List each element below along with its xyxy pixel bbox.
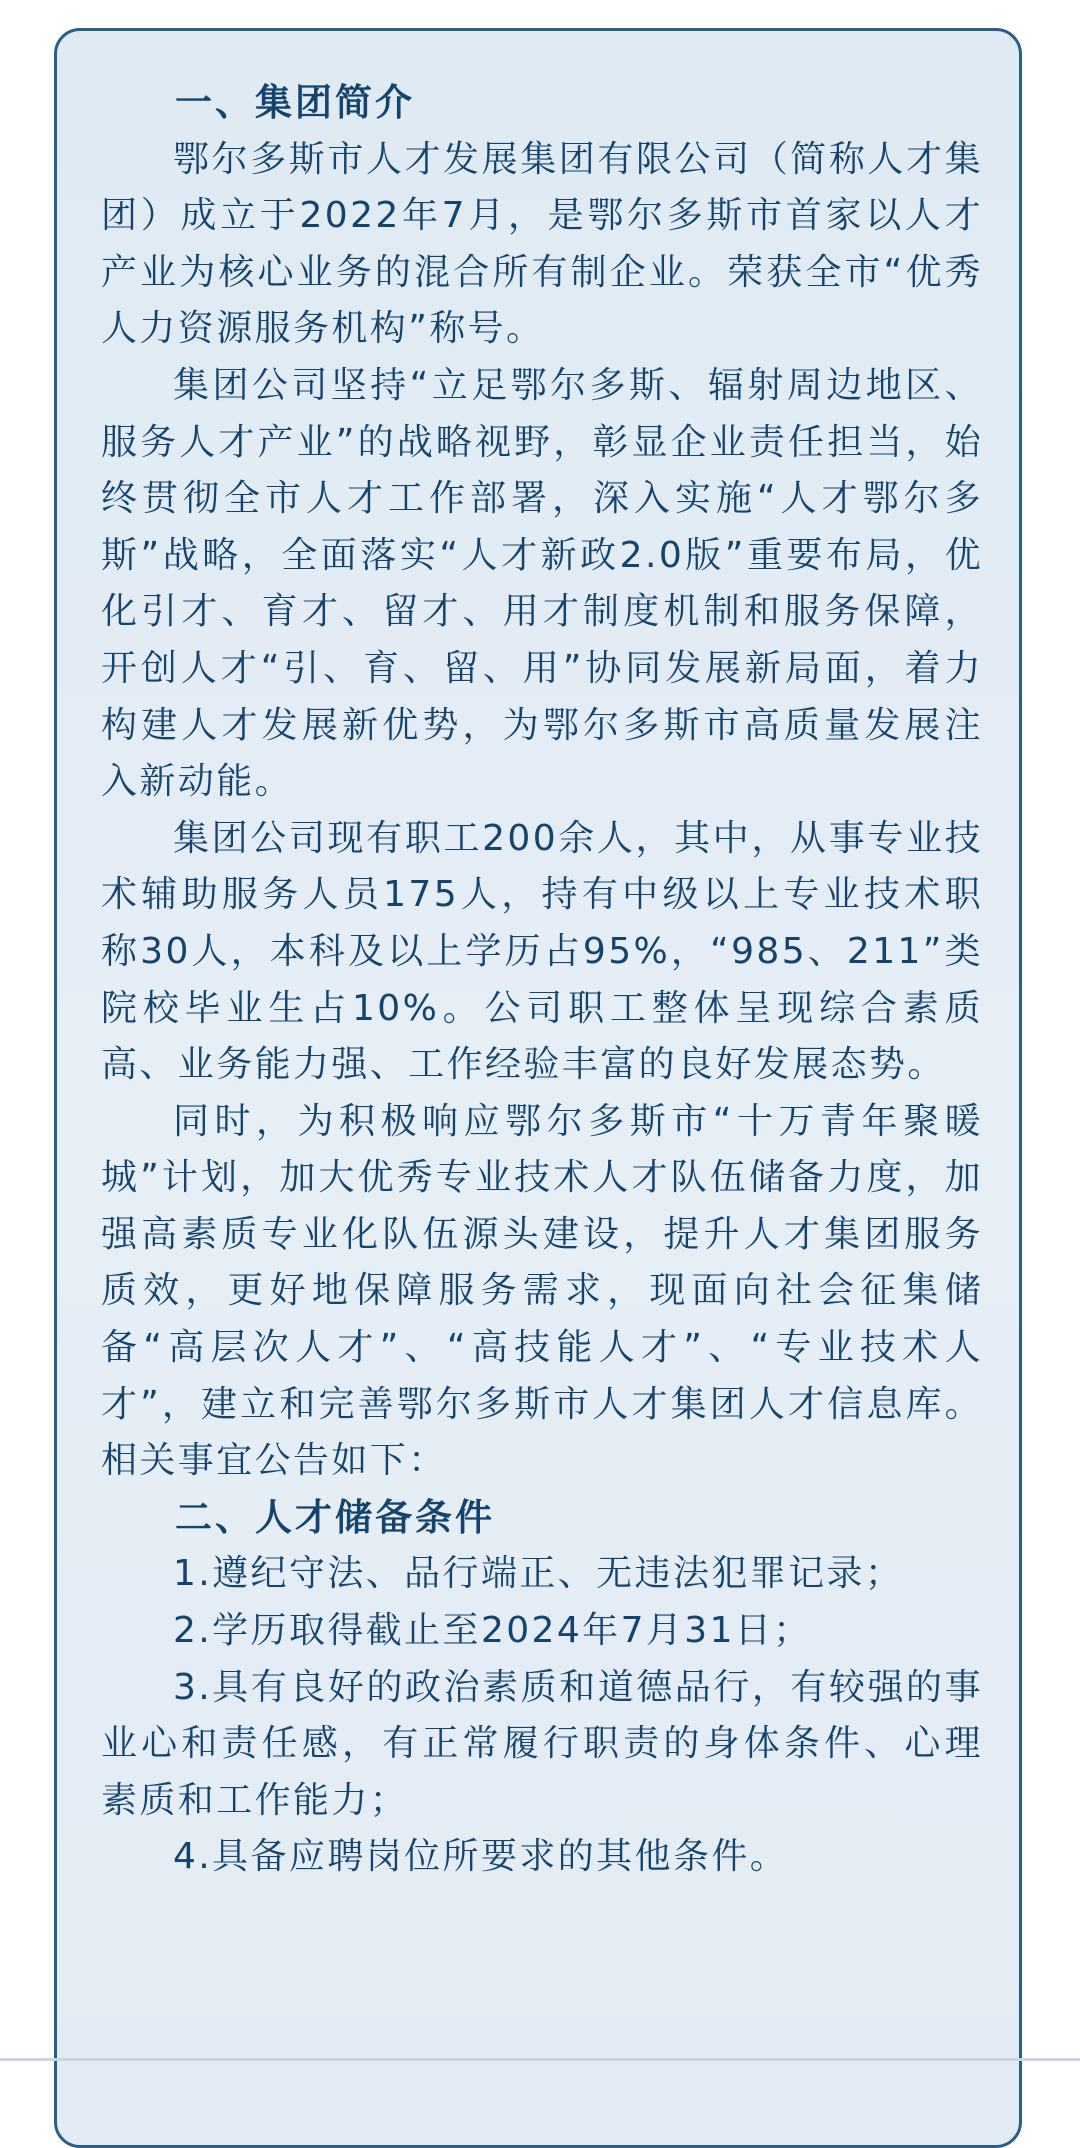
condition-item: 1.遵纪守法、品行端正、无违法犯罪记录； <box>173 1553 904 1595</box>
bottom-divider <box>0 2058 1080 2061</box>
paragraph-recruitment-purpose: 同时，为积极响应鄂尔多斯市“十万青年聚暖城”计划，加大优秀专业技术人才队伍储备力度，加强高素质专业化队伍源头建设，提升人才集团服务质效，更好地保障服务需求，现面向社会征集储备“高层次人才”、“高技能人才”、“专业技术人才”，建立和完善鄂尔多斯市人才集团人才信息库。相关事宜公告如下： <box>101 1100 983 1482</box>
condition-item: 3.具有良好的政治素质和道德品行，有较强的事业心和责任感，有正常履行职责的身体条件、心理素质和工作能力； <box>101 1666 983 1821</box>
announcement-card <box>54 28 1022 2148</box>
paragraph-strategy: 集团公司坚持“立足鄂尔多斯、辐射周边地区、服务人才产业”的战略视野，彰显企业责任担当，始终贯彻全市人才工作部署，深入实施“人才鄂尔多斯”战略，全面落实“人才新政2.0版”重要布局，优化引才、育才、留才、用才制度机制和服务保障，开创人才“引、育、留、用”协同发展新局面，着力构建人才发展新优势，为鄂尔多斯市高质量发展注入新动能。 <box>101 364 983 803</box>
announcement-content <box>101 75 983 1886</box>
condition-item: 2.学历取得截止至2024年7月31日； <box>173 1610 812 1652</box>
condition-item: 4.具备应聘岗位所要求的其他条件。 <box>173 1836 789 1878</box>
section-heading-intro: 一、集团简介 <box>175 81 415 124</box>
paragraph-staff: 集团公司现有职工200余人，其中，从事专业技术辅助服务人员175人，持有中级以上专业技术职称30人，本科及以上学历占95%，“985、211”类院校毕业生占10%。公司职工整体呈现综合素质高、业务能力强、工作经验丰富的良好发展态势。 <box>101 817 983 1086</box>
paragraph-company-overview: 鄂尔多斯市人才发展集团有限公司（简称人才集团）成立于2022年7月，是鄂尔多斯市首家以人才产业为核心业务的混合所有制企业。荣获全市“优秀人力资源服务机构”称号。 <box>101 138 983 350</box>
section-heading-conditions: 二、人才储备条件 <box>175 1495 495 1539</box>
